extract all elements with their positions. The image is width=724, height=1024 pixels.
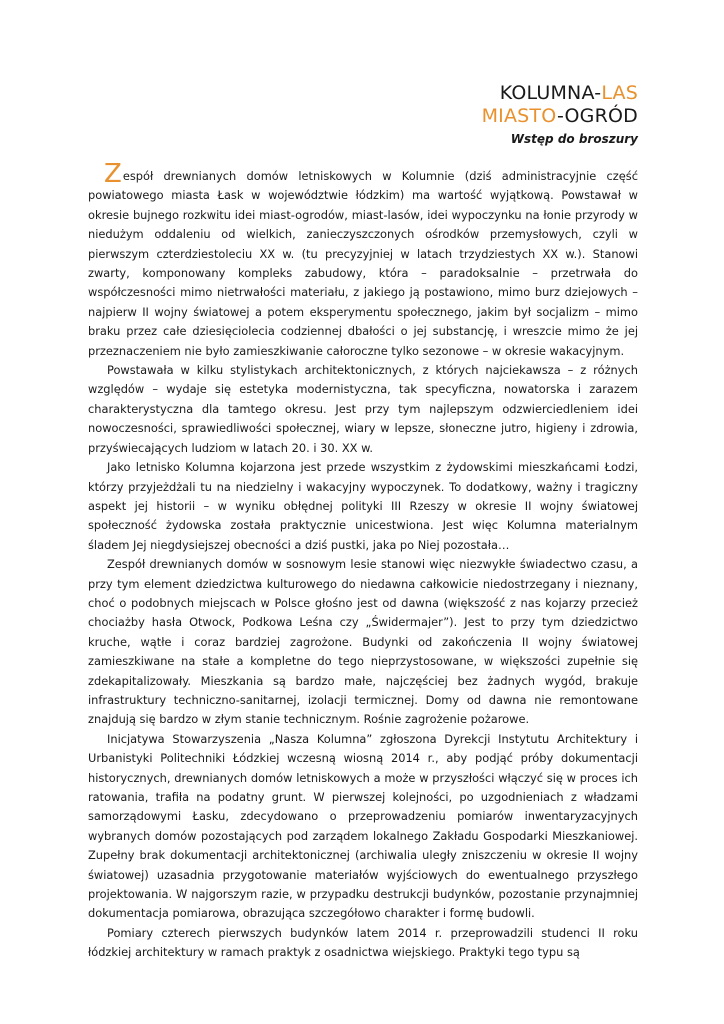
title-block xyxy=(88,82,638,147)
title-line-1 xyxy=(88,82,638,105)
paragraph-4: Zespół drewnianych domów w sosnowym lesie stanowi więc niezwykłe świadectwo czasu, a przy tym element dziedzictwa kulturowego do niedawna całkowicie niedostrzegany i nieznany, choć o podobnych miejscach w Polsce głośno jest od dawna (większość z nas kojarzy przecież chociażby hasła Otwock, Podkowa Leśna czy „Świdermajer”). Jest to przy tym dziedzictwo kruche, wątłe i coraz bardziej zagrożone. Budynki od zakończenia II wojny światowej zamieszkiwane na stałe a kompletne do tego nieprzystosowane, w większości zupełnie się zdekapitalizowały. Mieszkania są bardzo małe, najczęściej bez żadnych wygód, brakuje infrastruktury techniczno-sanitarnej, izolacji termicznej. Domy od dawna nie remontowane znajdują się bardzo w złym stanie technicznym. Rośnie zagrożenie pożarowe. xyxy=(88,557,638,727)
document-page xyxy=(88,82,638,963)
paragraph-1-text: espół drewnianych domów letniskowych w Kolumnie (dziś administracyjnie część powiatowego miasta Łask w województwie łódzkim) ma wartość wyjątkową. Powstawał w okresie bujnego rozkwitu idei miast-ogrodów, miast-lasów, idei wypoczynku na łonie przyrody w niedużym oddaleniu od wielkich, zanieczyszczonych ośrodków przemysłowych, czyli w pierwszym czterdziestoleciu XX w. (tu precyzyjniej w latach trzydziestych XX w.). Stanowi zwarty, komponowany kompleks zabudowy, która – paradoksalnie – przetrwała do współczesności mimo nietrwałości materiału, z jakiego ją postawiono, mimo burz dziejowych – najpierw II wojny światowej a potem eksperymentu społecznego, jakim był socjalizm – mimo braku przez całe dziesięciolecia codziennej dbałości o jej substancję, i wreszcie mimo że jej przeznaczeniem nie było zamieszkiwanie całoroczne tylko sezonowe – w okresie wakacyjnym. xyxy=(88,169,638,358)
paragraph-5: Inicjatywa Stowarzyszenia „Nasza Kolumna” zgłoszona Dyrekcji Instytutu Architektury i Urbanistyki Politechniki Łódzkiej wczesną wiosną 2014 r., aby podjąć próby dokumentacji historycznych, drewnianych domów letniskowych a może w przyszłości włączyć się w proces ich ratowania, trafiła na podatny grunt. W pierwszej kolejności, po uzgodnieniach z władzami samorządowymi Łasku, zdecydowano o przeprowadzeniu pomiarów inwentaryzacyjnych wybranych domów pozostających pod zarządem lokalnego Zakładu Gospodarki Mieszkaniowej. Zupełny brak dokumentacji architektonicznej (archiwalia uległy zniszczeniu w okresie II wojny światowej) uzasadnia przygotowanie materiałów wyjściowych do ewentualnego przyszłego projektowania. W najgorszym razie, w przypadku destrukcji budynków, pozostanie przynajmniej dokumentacja pomiarowa, obrazująca szczegółowo charakter i formę budowli. xyxy=(88,731,638,921)
drop-cap: Z xyxy=(104,159,122,189)
paragraph-6: Pomiary czterech pierwszych budynków latem 2014 r. przeprowadzili studenci II roku łódzkiej architektury w ramach praktyk z osadnictwa wiejskiego. Praktyki tego typu są xyxy=(88,925,638,960)
title-las: LAS xyxy=(601,82,638,104)
title-line-2 xyxy=(88,105,638,128)
title-kolumna: KOLUMNA- xyxy=(499,82,602,104)
subtitle: Wstęp do broszury xyxy=(510,132,638,146)
title-ogrod: -OGRÓD xyxy=(556,105,638,127)
paragraph-1 xyxy=(88,159,638,361)
paragraph-3: Jako letnisko Kolumna kojarzona jest przede wszystkim z żydowskimi mieszkańcami Łodzi, którzy przyjeżdżali tu na niedzielny i wakacyjny wypoczynek. To dodatkowy, ważny i tragiczny aspekt jej historii – w wyniku obłędnej polityki III Rzeszy w okresie II wojny światowej społeczność żydowska została praktycznie unicestwiona. Jest więc Kolumna materialnym śladem Jej niegdysiejszej obecności a dziś pustki, jaka po Niej pozostała… xyxy=(88,460,638,552)
paragraph-2: Powstawała w kilku stylistykach architektonicznych, z których najciekawsza – z różnych względów – wydaje się estetyka modernistyczna, tak specyficzna, nowatorska i zarazem charakterystyczna dla tamtego okresu. Jest przy tym najlepszym odzwierciedleniem idei nowoczesności, sprawiedliwości społecznej, wiary w lepsze, słoneczne jutro, higieny i zdrowia, przyświecających ludziom w latach 20. i 30. XX w. xyxy=(88,363,638,455)
title-miasto: MIASTO xyxy=(481,105,557,127)
